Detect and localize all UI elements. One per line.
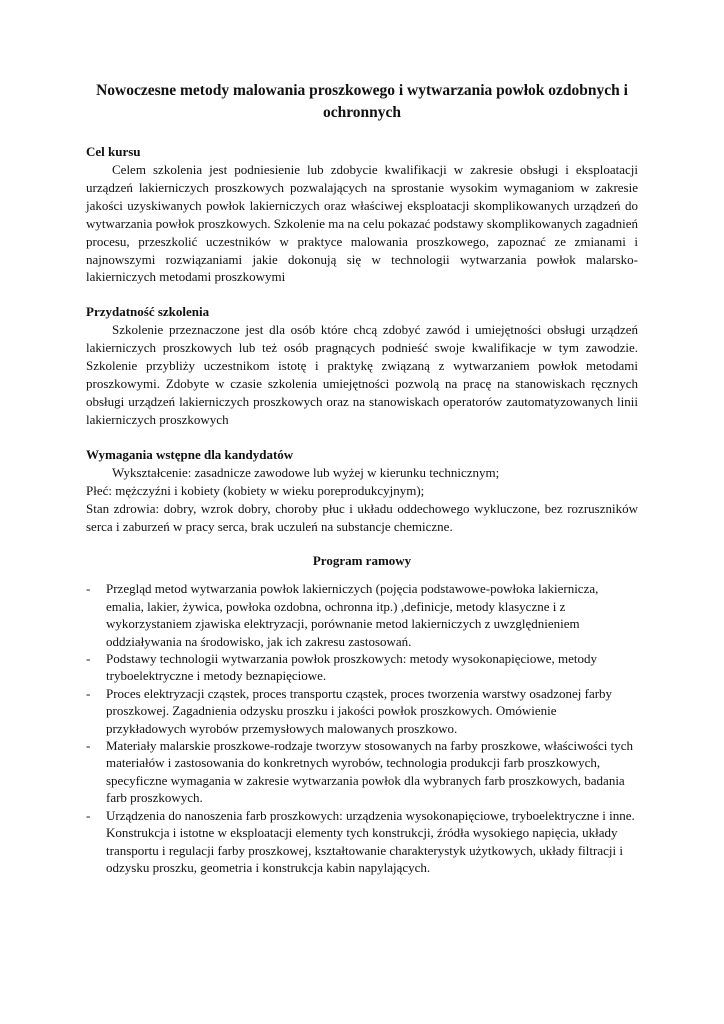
section-heading-przydatnosc: Przydatność szkolenia [86,304,210,320]
document-title: Nowoczesne metody malowania proszkowego i wytwarzania powłok ozdobnych i ochronnych [96,82,628,121]
program-item [86,737,638,807]
program-item-text: Przegląd metod wytwarzania powłok lakierniczych (pojęcia podstawowe-powłoka lakiernicza, emalia, lakier, żywica, powłoka ozdobna, ochronna itp.) ,definicje, metody klasyczne i z wykorzystaniem zjawiska elektryzacji, porównanie metod lakierniczych z uwzględnieniem oddziaływania na środowisko, jak ich zakresu zastosowań. [106,581,599,649]
program-heading: Program ramowy [312,553,412,569]
program-item-text: Urządzenia do nanoszenia farb proszkowych: urządzenia wysokonapięciowe, tryboelektryczne i inne. Konstrukcja i istotne w eksploatacji elementy tych konstrukcji, źródła wysokiego napięcia, układy transportu i regulacji farby proszkowej, kształtowanie charakterystyk użytkowych, układy filtracji i odzysku proszku, geometria i konstrukcja kabin napylających. [106,807,635,875]
bullet-dash: - [86,738,91,754]
program-list [86,580,638,876]
program-item [86,807,638,877]
program-item [86,685,638,737]
section-heading-cel-kursu: Cel kursu [86,144,141,159]
section-heading-wymagania: Wymagania wstępne dla kandydatów [86,446,294,462]
program-item-text: Proces elektryzacji cząstek, proces transportu cząstek, proces tworzenia warstwy osadzonej farby proszkowej. Zagadnienia odzysku proszku i jakości powłok proszkowych. Omówienie przykładowych wyrobów przemysłowych malowanych proszkowo. [106,685,613,736]
bullet-dash: - [86,685,91,701]
document-page [86,80,638,893]
program-item [86,580,638,650]
requirement-gender: Płeć: mężczyźni i kobiety (kobiety w wieku poreprodukcyjnym); [86,482,425,498]
section-cel-kursu [86,143,638,286]
requirement-education: Wykształcenie: zasadnicze zawodowe lub wyżej w kierunku technicznym; [112,464,500,480]
section-text-przydatnosc: Szkolenie przeznaczone jest dla osób które chcą zdobyć zawód i umiejętności obsługi urządzeń lakierniczych proszkowych lub też osób pragnących podnieść swoje kwalifikacje w tym zawodzie. Szkolenie przybliży uczestnikom istotę i praktykę związaną z wytwarzaniem powłok metodami proszkowymi. Zdobyte w czasie szkolenia umiejętności pozwolą na pracę na stanowiskach ręcznych obsługi urządzeń lakierniczych proszkowych oraz na stanowiskach operatorów zautomatyzowanych linii lakierniczych proszkowych [86,322,638,427]
program-item-text: Materiały malarskie proszkowe-rodzaje tworzyw stosowanych na farby proszkowe, właściwości tych materiałów i zastosowania do konkretnych wyrobów, technologia produkcji farb proszkowych, specyficzne wymagania w zakresie wytwarzania powłok dla wybranych farb proszkowych, badania farb proszkowych. [106,738,634,806]
bullet-dash: - [86,581,91,597]
program-item-text: Podstawy technologii wytwarzania powłok proszkowych: metody wysokonapięciowe, metody tryboelektryczne i metody beznapięciowe. [106,651,598,684]
section-przydatnosc [86,303,638,428]
bullet-dash: - [86,651,91,667]
section-program [86,552,638,876]
section-wymagania [86,446,638,536]
requirement-health: Stan zdrowia: dobry, wzrok dobry, choroby płuc i układu oddechowego wykluczone, bez rozruszników serca i zaburzeń w pracy serca, brak uczuleń na substancje chemiczne. [86,500,638,534]
section-text-cel-kursu: Celem szkolenia jest podniesienie lub zdobycie kwalifikacji w zakresie obsługi i eksploatacji urządzeń lakierniczych proszkowych pozwalających na sprostanie wysokim wymaganiom w zakresie jakości uzyskiwanych powłok lakierniczych oraz właściwej eksploatacji skomplikowanych urządzeń do wytwarzania powłok proszkowych. Szkolenie ma na celu pokazać podstawy skomplikowanych zagadnień procesu, przeszkolić uczestników w praktyce malowania proszkowego, zapoznać ze zmianami i najnowszymi rozwiązaniami jakie dokonują się w technologii wytwarzania powłok malarsko-lakierniczych metodami proszkowymi [86,162,638,285]
bullet-dash: - [86,807,91,823]
program-item [86,650,638,685]
